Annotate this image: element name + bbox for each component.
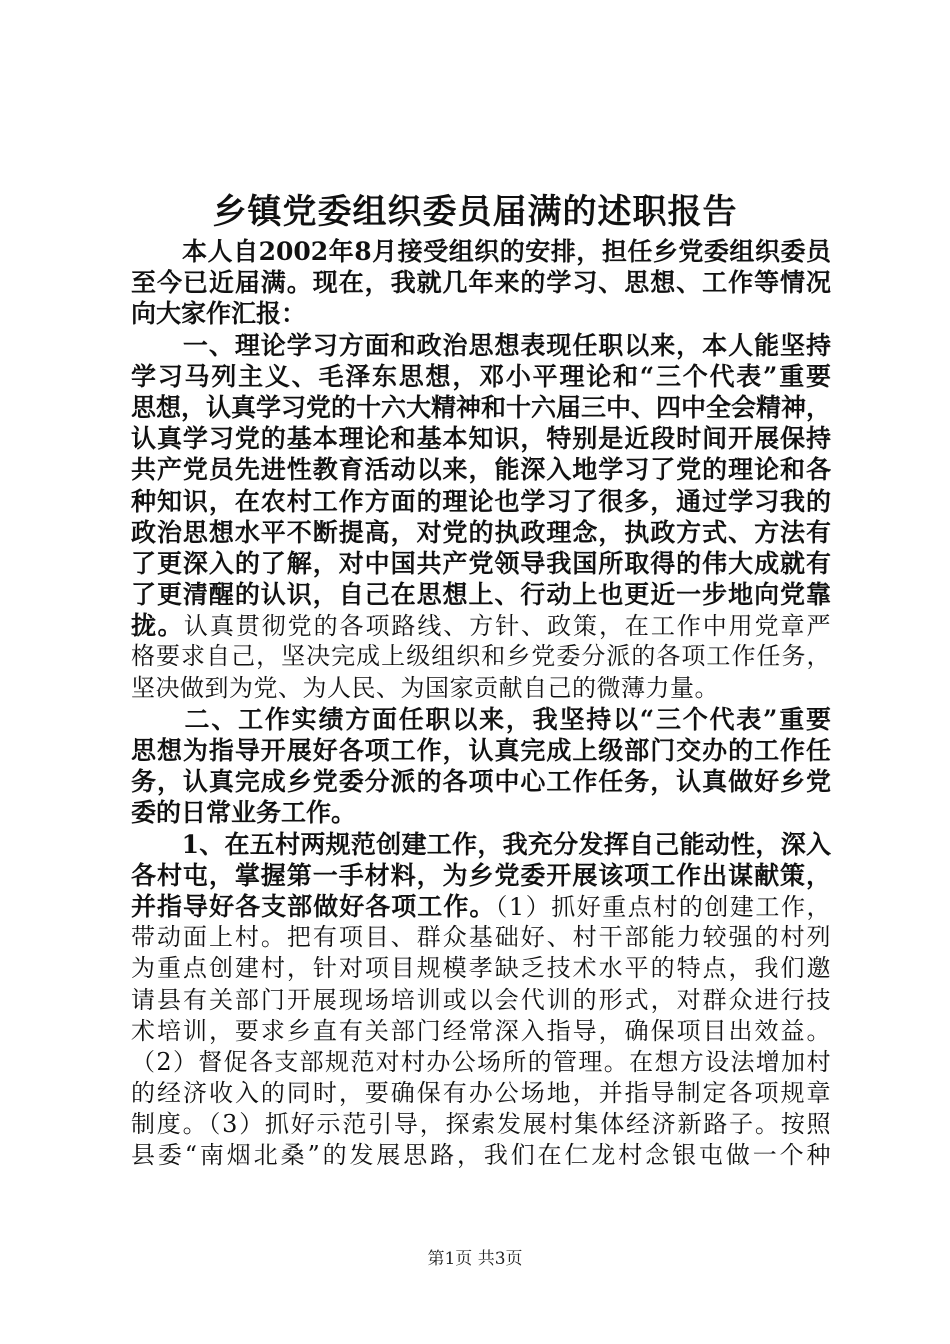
body-line-bold-part: 并指导好各支部做好各项工作。 (131, 891, 496, 921)
body-line-mixed (131, 610, 831, 641)
body-line: 种知识，在农村工作方面的理论也学习了很多，通过学习我的 (131, 486, 831, 516)
body-line: 请县有关部门开展现场培训或以会代训的形式，对群众进行技 (131, 985, 831, 1014)
body-line: 坚决做到为党、为人民、为国家贡献自己的微薄力量。 (131, 673, 719, 702)
body-line: 为重点创建村，针对项目规模孝缺乏技术水平的特点，我们邀 (131, 954, 831, 983)
body-line: 县委“南烟北桑”的发展思路，我们在仁龙村念银屯做一个种 (131, 1141, 831, 1170)
document-body (131, 236, 831, 1172)
body-line: 各村屯，掌握第一手材料，为乡党委开展该项工作出谋献策， (131, 860, 831, 890)
body-line: 了更清醒的认识，自己在思想上、行动上也更近一步地向党靠 (131, 580, 831, 610)
body-line-normal-part: （1）抓好重点村的创建工作， (495, 892, 831, 921)
body-line: 向大家作汇报： (131, 299, 307, 329)
body-line-mixed (131, 891, 831, 922)
body-line: 1、在五村两规范创建工作，我充分发挥自己能动性，深入 (131, 829, 831, 859)
body-line-normal-part: 认真贯彻党的各项路线、方针、政策，在工作中用党章严 (183, 612, 831, 641)
body-line: 政治思想水平不断提高，对党的执政理念，执政方式、方法有 (131, 517, 831, 547)
body-line: 格要求自己，坚决完成上级组织和乡党委分派的各项工作任务， (131, 642, 831, 671)
body-line-bold-part: 拢。 (131, 611, 184, 641)
body-line: 的经济收入的同时，要确保有办公场地，并指导制定各项规章 (131, 1079, 831, 1108)
body-line: 委的日常业务工作。 (131, 798, 357, 828)
body-line: 术培训，要求乡直有关部门经常深入指导，确保项目出效益。 (131, 1016, 831, 1045)
body-line: 学习马列主义、毛泽东思想，邓小平理论和“三个代表”重要 (131, 361, 831, 391)
body-line: 务，认真完成乡党委分派的各项中心工作任务，认真做好乡党 (131, 767, 831, 797)
body-line: 思想为指导开展好各项工作，认真完成上级部门交办的工作任 (131, 736, 831, 765)
body-line: 共产党员先进性教育活动以来，能深入地学习了党的理论和各 (131, 455, 831, 485)
body-line: 了更深入的了解，对中国共产党领导我国所取得的伟大成就有 (131, 548, 831, 578)
body-line: 制度。（3）抓好示范引导，探索发展村集体经济新路子。按照 (131, 1110, 831, 1139)
body-line: 二、工作实绩方面任职以来，我坚持以“三个代表”重要 (131, 704, 831, 734)
page-number-footer: 第1页 共3页 (427, 1249, 523, 1269)
body-line: 一、理论学习方面和政治思想表现任职以来，本人能坚持 (131, 330, 831, 360)
body-line: 至今已近届满。现在，我就几年来的学习、思想、工作等情况 (131, 268, 831, 298)
body-line: 带动面上村。把有项目、群众基础好、村干部能力较强的村列 (131, 923, 831, 952)
document-title: 乡镇党委组织委员届满的述职报告 (212, 192, 738, 232)
body-line: 思想，认真学习党的十六大精神和十六届三中、四中全会精神， (131, 392, 831, 422)
body-line: 认真学习党的基本理论和基本知识，特别是近段时间开展保持 (131, 424, 831, 454)
body-line: （2）督促各支部规范对村办公场所的管理。在想方设法增加村 (131, 1047, 831, 1076)
body-line: 本人自2002年8月接受组织的安排，担任乡党委组织委员 (131, 237, 831, 266)
